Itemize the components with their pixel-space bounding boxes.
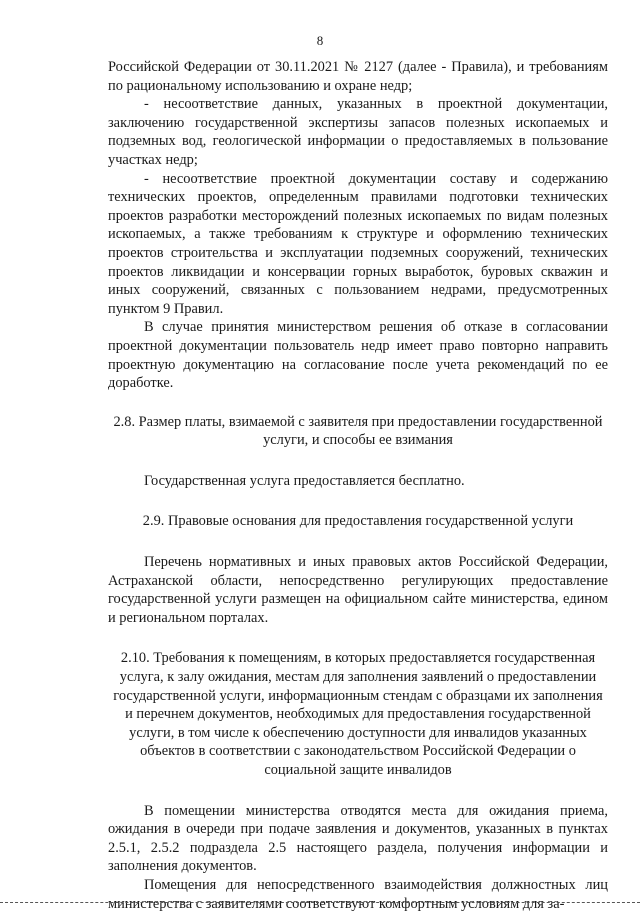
page-bottom-divider (0, 902, 640, 903)
section-heading-2-9: 2.9. Правовые основания для предоставления государственной услуги (142, 513, 574, 530)
paragraph-waiting-areas: В помещении министерства отводятся места для ожидания приема, ожидания в очереди при подаче заявления и документов, указанных в пунктах 2.5.1, 2.5.2 подраздела 2.5 настоящего раздела, получения информации и заполнения документов. (108, 802, 608, 875)
paragraph-legal-acts: Перечень нормативных и иных правовых актов Российской Федерации, Астраханской области, непосредственно регулирующих предоставление государственной услуги размещен на официальном сайте министерства, едином и региональном порталах. (108, 554, 608, 626)
paragraph-mismatch-projects: - несоответствие проектной документации составу и содержанию технических проектов, определенным правилами подготовки технических проектов разработки месторождений полезных ископаемых по видам полезных ископаемых, а также требованиям к структуре и оформлению технических проектов строительства и эксплуатации подземных сооружений, технических проектов ликвидации и консервации горных выработок, буровых скважин и иных сооружений, связанных с пользованием недрами, предусмотренных пунктом 9 Правил. (108, 170, 608, 317)
paragraph-refusal-resubmit: В случае принятия министерством решения об отказе в согласовании проектной документации пользователь недр имеет право повторно направить проектную документацию на согласование после учета рекомендаций по ее доработке. (108, 319, 608, 392)
page-number: 8 (316, 33, 324, 48)
paragraph-free-of-charge: Государственная услуга предоставляется бесплатно. (144, 472, 465, 489)
document-body (108, 58, 608, 913)
paragraph-rules-continuation: Российской Федерации от 30.11.2021 № 2127 (далее - Правила), и требованиям по рациональному использованию и охране недр; (108, 59, 608, 94)
section-heading-2-10: 2.10. Требования к помещениям, в которых предоставляется государственная услуга, к залу ожидания, местам для заполнения заявлений о предоставлении государственной услуги, информационным стендам с образцами их заполнения и перечнем документов, необходимых для предоставления государственной услуги, в том числе к обеспечению доступности для инвалидов указанных объектов в соответствии с законодательством Российской Федерации о социальной защите инвалидов (113, 650, 603, 778)
section-heading-2-8: 2.8. Размер платы, взимаемой с заявителя при предоставлении государственной услуги, и способы ее взимания (113, 413, 603, 449)
paragraph-mismatch-expertise: - несоответствие данных, указанных в проектной документации, заключению государственной экспертизы запасов полезных ископаемых и подземных вод, геологической информации о предоставляемых в пользование участках недр; (108, 96, 608, 168)
paragraph-premises-conditions: Помещения для непосредственного взаимодействия должностных лиц министерства с заявителями соответствуют комфортным условиям для за- (108, 876, 608, 912)
